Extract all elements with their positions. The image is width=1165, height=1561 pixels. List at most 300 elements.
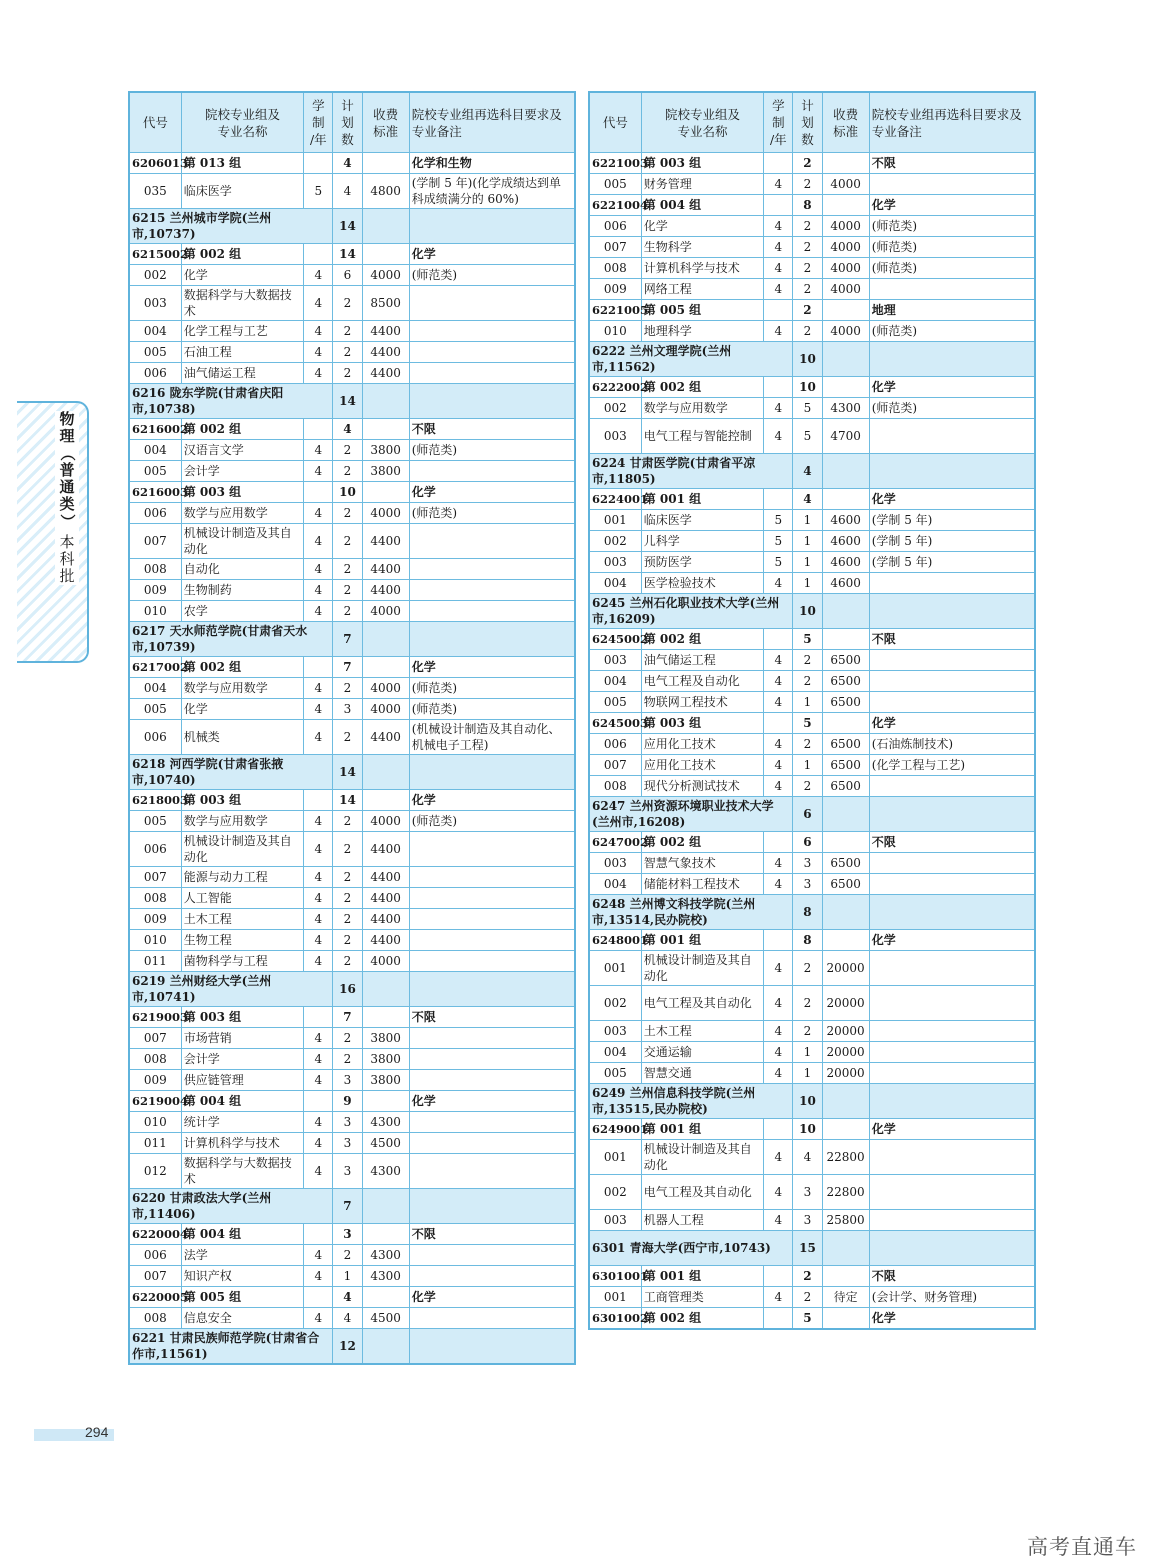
page-number: 294 [85,1424,109,1440]
code-cell: 001 [589,951,641,986]
school-note-cell [869,1231,1035,1266]
plan-cell: 14 [333,244,362,265]
group-row [129,244,575,265]
name-cell: 能源与动力工程 [181,867,304,888]
plan-cell: 4 [793,1140,822,1175]
note-cell [869,650,1035,671]
years-cell: 5 [764,531,793,552]
plan-cell: 9 [333,1091,362,1112]
group-row [589,195,1035,216]
fee-cell: 6500 [822,874,869,895]
major-row [129,930,575,951]
name-cell: 第 001 组 [641,930,764,951]
school-note-cell [409,1329,575,1365]
group-row [129,1007,575,1028]
code-cell: 6220004 [129,1224,181,1245]
header-fee: 收费 标准 [362,92,409,153]
table-body-right [589,153,1035,1330]
plan-cell: 3 [793,1210,822,1231]
fee-cell: 3800 [362,440,409,461]
name-cell: 油气储运工程 [641,650,764,671]
years-cell: 4 [764,734,793,755]
note-cell: 不限 [869,1266,1035,1287]
plan-cell: 2 [333,720,362,755]
years-cell: 4 [764,573,793,594]
table-body-left [129,153,575,1365]
school-plan: 7 [333,1189,362,1224]
years-cell: 4 [764,1210,793,1231]
note-cell: 化学 [409,482,575,503]
fee-cell: 6500 [822,650,869,671]
school-plan: 10 [793,594,822,629]
years-cell: 4 [764,1175,793,1210]
note-cell [409,1266,575,1287]
major-row [129,1112,575,1133]
school-fee-cell [362,384,409,419]
name-cell: 第 013 组 [181,153,304,174]
note-cell [869,279,1035,300]
note-cell: (石油炼制技术) [869,734,1035,755]
years-cell: 4 [764,650,793,671]
fee-cell: 20000 [822,1063,869,1084]
note-cell: 化学 [409,1287,575,1308]
code-cell: 009 [589,279,641,300]
years-cell: 4 [764,986,793,1021]
school-fee-cell [822,454,869,489]
major-row [589,258,1035,279]
fee-cell [362,1224,409,1245]
note-cell: 不限 [869,629,1035,650]
note-cell [409,888,575,909]
fee-cell: 3800 [362,1049,409,1070]
plan-cell: 1 [793,755,822,776]
header-plan: 计 划 数 [793,92,822,153]
years-cell [304,1007,333,1028]
fee-cell: 4400 [362,580,409,601]
major-row [589,1287,1035,1308]
code-cell: 6245002 [589,629,641,650]
major-row [129,559,575,580]
code-cell: 005 [589,1063,641,1084]
note-cell: (师范类) [869,258,1035,279]
years-cell: 4 [764,279,793,300]
major-row [589,279,1035,300]
school-fee-cell [362,972,409,1007]
plan-cell: 2 [333,930,362,951]
note-cell [409,1049,575,1070]
fee-cell [822,489,869,510]
major-row [129,1028,575,1049]
fee-cell: 4400 [362,720,409,755]
years-cell: 4 [764,258,793,279]
fee-cell: 4600 [822,531,869,552]
note-cell: 不限 [869,153,1035,174]
name-cell: 第 002 组 [641,1308,764,1330]
school-plan: 14 [333,384,362,419]
plan-cell: 2 [793,1266,822,1287]
major-row [129,580,575,601]
name-cell: 第 005 组 [641,300,764,321]
school-row [129,384,575,419]
code-cell: 6216002 [129,419,181,440]
code-cell: 6215002 [129,244,181,265]
note-cell [409,1245,575,1266]
name-cell: 第 003 组 [181,482,304,503]
name-cell: 第 003 组 [181,1007,304,1028]
plan-cell: 2 [793,300,822,321]
code-cell: 006 [589,734,641,755]
major-row [589,776,1035,797]
name-cell: 农学 [181,601,304,622]
major-row [589,755,1035,776]
name-cell: 知识产权 [181,1266,304,1287]
note-cell [409,286,575,321]
major-row [589,650,1035,671]
school-plan: 15 [793,1231,822,1266]
plan-cell: 2 [333,678,362,699]
school-note-cell [409,622,575,657]
name-cell: 临床医学 [641,510,764,531]
name-cell: 数学与应用数学 [641,398,764,419]
years-cell: 4 [304,524,333,559]
fee-cell [822,195,869,216]
plan-cell: 1 [793,573,822,594]
code-cell: 005 [129,699,181,720]
code-cell: 009 [129,580,181,601]
fee-cell: 4000 [362,811,409,832]
note-cell: (师范类) [869,216,1035,237]
years-cell: 4 [764,853,793,874]
plan-cell: 1 [793,552,822,573]
fee-cell: 4400 [362,909,409,930]
major-row [129,286,575,321]
fee-cell: 4000 [822,321,869,342]
note-cell [409,951,575,972]
name-cell: 汉语言文学 [181,440,304,461]
years-cell: 5 [304,174,333,209]
fee-cell: 4000 [822,174,869,195]
plan-cell: 2 [333,951,362,972]
years-cell: 4 [304,867,333,888]
plan-cell: 2 [793,650,822,671]
side-tab-title: 物 理 （ 普 通 类 ） [58,410,77,529]
note-cell: (师范类) [409,440,575,461]
fee-cell: 4000 [362,503,409,524]
name-cell: 儿科学 [641,531,764,552]
name-cell: 数学与应用数学 [181,811,304,832]
note-cell [409,524,575,559]
code-cell: 6247002 [589,832,641,853]
group-row [589,930,1035,951]
note-cell [869,986,1035,1021]
plan-cell: 2 [793,153,822,174]
code-cell: 003 [589,853,641,874]
name-cell: 数学与应用数学 [181,503,304,524]
years-cell: 4 [764,237,793,258]
plan-cell: 3 [333,699,362,720]
years-cell: 4 [304,1308,333,1329]
plan-cell: 2 [333,524,362,559]
note-cell [409,342,575,363]
fee-cell [362,1287,409,1308]
fee-cell: 3800 [362,461,409,482]
note-cell [409,461,575,482]
note-cell [409,867,575,888]
code-cell: 008 [129,1308,181,1329]
plan-cell: 7 [333,657,362,678]
name-cell: 计算机科学与技术 [181,1133,304,1154]
plan-cell: 4 [333,1308,362,1329]
code-cell: 002 [589,1175,641,1210]
name-cell: 第 002 组 [641,629,764,650]
fee-cell: 22800 [822,1140,869,1175]
major-row [129,461,575,482]
fee-cell: 4400 [362,930,409,951]
note-cell: 不限 [409,419,575,440]
school-plan: 16 [333,972,362,1007]
plan-cell: 2 [333,342,362,363]
school-row [129,209,575,244]
header-name: 院校专业组及 专业名称 [641,92,764,153]
group-row [589,1308,1035,1330]
years-cell: 4 [304,265,333,286]
years-cell: 5 [764,510,793,531]
name-cell: 预防医学 [641,552,764,573]
years-cell: 4 [764,419,793,454]
code-cell: 010 [589,321,641,342]
header-name: 院校专业组及 专业名称 [181,92,304,153]
fee-cell: 6500 [822,671,869,692]
plan-cell: 10 [793,377,822,398]
years-cell: 4 [764,1063,793,1084]
major-row [589,1021,1035,1042]
name-cell: 化学 [641,216,764,237]
years-cell: 4 [304,1049,333,1070]
code-cell: 003 [129,286,181,321]
major-row [589,174,1035,195]
fee-cell: 4000 [822,258,869,279]
fee-cell: 4300 [362,1266,409,1287]
fee-cell: 22800 [822,1175,869,1210]
note-cell: 化学 [869,930,1035,951]
years-cell [304,1091,333,1112]
school-note-cell [409,1189,575,1224]
school-name: 6219 兰州财经大学(兰州市,10741) [129,972,333,1007]
years-cell: 4 [304,1112,333,1133]
school-note-cell [869,454,1035,489]
plan-cell: 1 [793,1042,822,1063]
name-cell: 自动化 [181,559,304,580]
note-cell: 化学 [869,195,1035,216]
years-cell: 4 [304,888,333,909]
plan-cell: 3 [333,1224,362,1245]
name-cell: 机械设计制造及其自动化 [181,832,304,867]
plan-cell: 2 [333,440,362,461]
school-row [589,594,1035,629]
note-cell: 不限 [869,832,1035,853]
header-years: 学 制 /年 [764,92,793,153]
name-cell: 第 002 组 [641,377,764,398]
name-cell: 计算机科学与技术 [641,258,764,279]
school-name: 6218 河西学院(甘肃省张掖市,10740) [129,755,333,790]
name-cell: 第 001 组 [641,1119,764,1140]
years-cell [304,153,333,174]
major-row [129,503,575,524]
fee-cell: 4400 [362,363,409,384]
plan-cell: 1 [793,1063,822,1084]
name-cell: 机械设计制造及其自动化 [641,951,764,986]
group-row [589,153,1035,174]
school-plan: 10 [793,342,822,377]
code-cell: 6301002 [589,1308,641,1330]
fee-cell: 4000 [822,279,869,300]
plan-cell: 6 [333,265,362,286]
school-fee-cell [362,209,409,244]
years-cell: 4 [764,1021,793,1042]
code-cell: 010 [129,1112,181,1133]
fee-cell: 4300 [362,1245,409,1266]
years-cell [304,482,333,503]
code-cell: 008 [129,559,181,580]
code-cell: 006 [129,363,181,384]
fee-cell: 4300 [362,1112,409,1133]
major-row [129,321,575,342]
major-row [129,363,575,384]
school-fee-cell [362,755,409,790]
name-cell: 第 003 组 [641,153,764,174]
plan-cell: 2 [333,909,362,930]
school-fee-cell [362,1329,409,1365]
school-name: 6216 陇东学院(甘肃省庆阳市,10738) [129,384,333,419]
code-cell: 004 [129,440,181,461]
school-row [589,797,1035,832]
note-cell [869,874,1035,895]
years-cell: 4 [304,720,333,755]
name-cell: 现代分析测试技术 [641,776,764,797]
name-cell: 会计学 [181,461,304,482]
plan-cell: 5 [793,419,822,454]
header-note: 院校专业组再选科目要求及 专业备注 [409,92,575,153]
fee-cell [822,153,869,174]
plan-cell: 2 [793,776,822,797]
school-note-cell [869,895,1035,930]
years-cell: 4 [304,699,333,720]
years-cell: 4 [304,286,333,321]
plan-cell: 2 [793,174,822,195]
years-cell: 4 [304,832,333,867]
group-row [589,1266,1035,1287]
school-name: 6215 兰州城市学院(兰州市,10737) [129,209,333,244]
name-cell: 应用化工技术 [641,734,764,755]
code-cell: 007 [129,867,181,888]
major-row [129,1070,575,1091]
school-row [589,1231,1035,1266]
note-cell: 化学 [869,377,1035,398]
plan-cell: 2 [333,811,362,832]
fee-cell: 4400 [362,342,409,363]
note-cell [409,559,575,580]
school-plan: 12 [333,1329,362,1365]
note-cell: 化学 [869,1308,1035,1330]
plan-cell: 2 [333,321,362,342]
major-row [129,1245,575,1266]
name-cell: 第 001 组 [641,489,764,510]
plan-cell: 1 [333,1266,362,1287]
note-cell [869,1175,1035,1210]
school-plan: 14 [333,755,362,790]
group-row [129,790,575,811]
school-name: 6224 甘肃医学院(甘肃省平凉市,11805) [589,454,793,489]
code-cell: 007 [589,237,641,258]
fee-cell: 20000 [822,986,869,1021]
school-row [589,454,1035,489]
note-cell: (师范类) [869,237,1035,258]
code-cell: 002 [589,398,641,419]
major-row [589,216,1035,237]
fee-cell: 4000 [362,699,409,720]
plan-cell: 2 [793,258,822,279]
major-row [589,419,1035,454]
years-cell [304,244,333,265]
plan-cell: 2 [333,559,362,580]
school-row [129,622,575,657]
school-fee-cell [822,594,869,629]
note-cell: 化学 [409,657,575,678]
code-cell: 003 [589,1021,641,1042]
name-cell: 化学 [181,699,304,720]
fee-cell [362,153,409,174]
years-cell: 4 [304,1154,333,1189]
major-row [589,986,1035,1021]
code-cell: 6219004 [129,1091,181,1112]
name-cell: 第 005 组 [181,1287,304,1308]
code-cell: 6224001 [589,489,641,510]
code-cell: 006 [129,503,181,524]
name-cell: 油气储运工程 [181,363,304,384]
years-cell: 4 [304,321,333,342]
name-cell: 储能材料工程技术 [641,874,764,895]
plan-cell: 5 [793,713,822,734]
major-row [589,531,1035,552]
school-fee-cell [822,1231,869,1266]
years-cell: 4 [304,1070,333,1091]
code-cell: 005 [129,461,181,482]
fee-cell: 4500 [362,1308,409,1329]
plan-cell: 2 [333,1028,362,1049]
years-cell [764,153,793,174]
fee-cell: 4000 [362,265,409,286]
header-years: 学 制 /年 [304,92,333,153]
years-cell [764,300,793,321]
code-cell: 6248001 [589,930,641,951]
code-cell: 008 [129,1049,181,1070]
code-cell: 6216003 [129,482,181,503]
name-cell: 化学 [181,265,304,286]
code-cell: 009 [129,909,181,930]
years-cell [304,790,333,811]
years-cell [764,930,793,951]
major-row [589,573,1035,594]
plan-cell: 10 [793,1119,822,1140]
name-cell: 第 002 组 [181,244,304,265]
school-fee-cell [822,797,869,832]
fee-cell: 3800 [362,1070,409,1091]
name-cell: 交通运输 [641,1042,764,1063]
school-fee-cell [822,895,869,930]
major-row [129,909,575,930]
note-cell [409,580,575,601]
school-name: 6247 兰州资源环境职业技术大学(兰州市,16208) [589,797,793,832]
